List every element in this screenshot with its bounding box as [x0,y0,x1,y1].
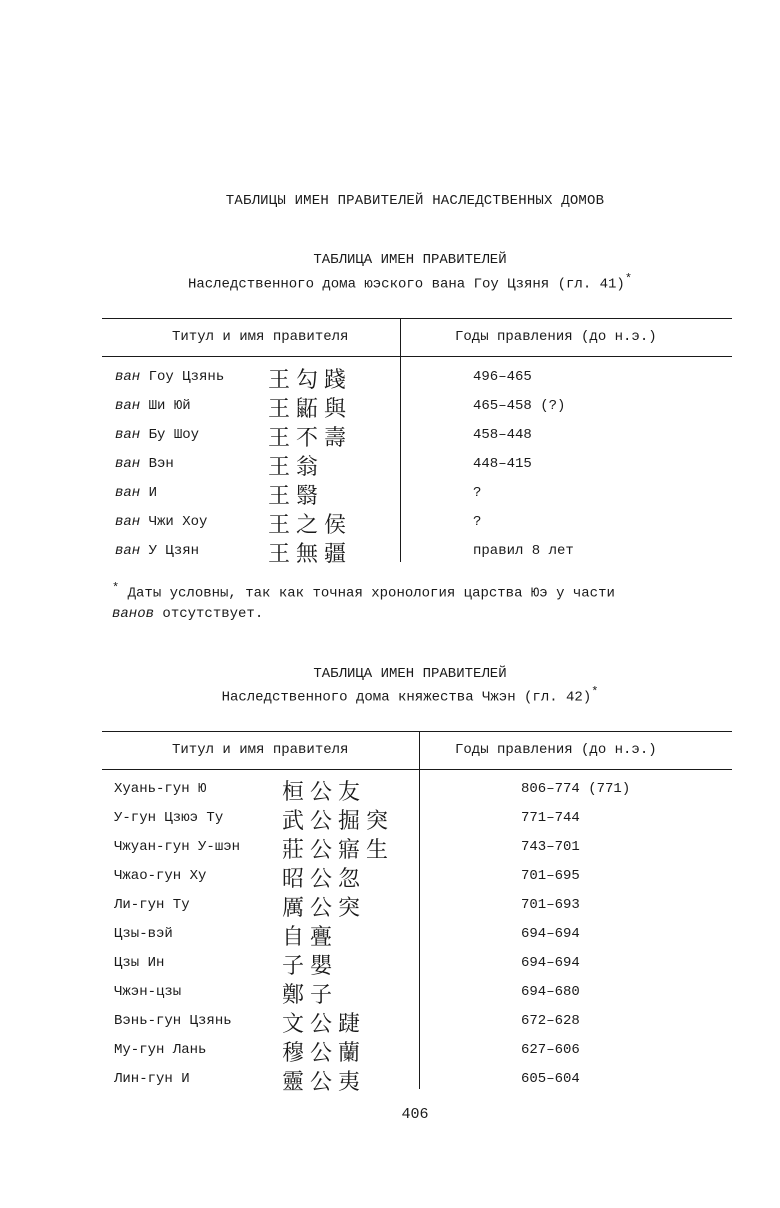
table1-caption: ТАБЛИЦА ИМЕН ПРАВИТЕЛЕЙ [313,252,507,268]
reign-years: 806–774 (771) [521,781,631,797]
ruler-title [115,514,207,530]
ruler-han-name: 子嬰 [282,954,339,979]
ruler-name: И [148,485,158,501]
ruler-name: Чжи Хоу [148,514,208,530]
ruler-han-name: 桓公友 [282,780,367,805]
ruler-han-name: 王鼫與 [268,397,353,422]
ruler-title [115,369,224,385]
ruler-han-name: 王無疆 [268,542,353,567]
ruler-rank: ван [115,543,141,559]
ruler-han-name: 文公踕 [282,1012,367,1037]
ruler-rank: ван [115,427,141,443]
reign-years: правил 8 лет [473,543,574,559]
table1-column-divider [400,318,401,562]
ruler-name: Чжэн-цзы [114,984,182,1000]
footnote-mark: * [591,685,599,699]
reign-years: 627–606 [521,1042,580,1058]
reign-years: 496–465 [473,369,532,385]
reign-years: ? [473,514,482,530]
ruler-title [115,485,157,501]
ruler-rank: ван [115,514,141,530]
ruler-name: Чжао-гун Ху [114,868,207,884]
reign-years: 694–680 [521,984,580,1000]
ruler-title [115,456,174,472]
table1-header-years: Годы правления (до н.э.) [455,329,657,345]
page-title: ТАБЛИЦЫ ИМЕН ПРАВИТЕЛЕЙ НАСЛЕДСТВЕННЫХ ДОМОВ [225,193,605,209]
ruler-han-name: 王之侯 [268,513,353,538]
ruler-name: Цзы Ин [114,955,165,971]
reign-years: 465–458 (?) [473,398,566,414]
ruler-name: Хуань-гун Ю [114,781,207,797]
table1-header-rule [102,356,732,357]
ruler-han-name: 莊公寤生 [282,838,395,863]
ruler-name: У Цзян [148,543,200,559]
ruler-han-name: 厲公突 [282,896,367,921]
table2-header-title: Титул и имя правителя [172,742,349,758]
ruler-name: Ли-гун Ту [114,897,190,913]
ruler-name: Бу Шоу [148,427,200,443]
reign-years: 694–694 [521,955,580,971]
ruler-han-name: 王翳 [268,484,325,509]
table2-subtitle-text: Наследственного дома княжества Чжэн (гл. 42) [221,689,592,706]
ruler-title [115,543,199,559]
reign-years: 448–415 [473,456,532,472]
footnote [112,578,722,624]
footnote-italic-word: ванов [112,605,155,622]
ruler-rank: ван [115,369,141,385]
ruler-name: У-гун Цзюэ Ту [114,810,224,826]
ruler-rank: ван [115,485,141,501]
table2-caption: ТАБЛИЦА ИМЕН ПРАВИТЕЛЕЙ [313,666,507,682]
ruler-han-name: 昭公忽 [282,867,367,892]
ruler-han-name: 王不壽 [268,426,353,451]
table1-header-title: Титул и имя правителя [172,329,349,345]
ruler-title [115,427,199,443]
reign-years: 743–701 [521,839,580,855]
reign-years: 771–744 [521,810,580,826]
ruler-name: Лин-гун И [114,1071,190,1087]
table2-top-rule [102,731,732,732]
footnote-text-a: Даты условны, так как точная хронология царства Юэ у части [127,585,615,602]
reign-years: ? [473,485,482,501]
ruler-name: Ши Юй [148,398,191,414]
table1-subtitle [0,272,780,293]
ruler-han-name: 穆公蘭 [282,1041,367,1066]
reign-years: 672–628 [521,1013,580,1029]
ruler-han-name: 靈公夷 [282,1070,367,1095]
table2-header-years: Годы правления (до н.э.) [455,742,657,758]
ruler-rank: ван [115,398,141,414]
page-number: 406 [401,1106,429,1123]
footnote-mark: * [112,581,120,595]
ruler-title [115,398,191,414]
ruler-name: Вэнь-гун Цзянь [114,1013,232,1029]
reign-years: 458–448 [473,427,532,443]
reign-years: 701–693 [521,897,580,913]
ruler-han-name: 武公掘突 [282,809,395,834]
footnote-text-b: отсутствует. [162,605,264,622]
table2-column-divider [419,731,420,1089]
ruler-han-name: 王勾踐 [268,368,353,393]
ruler-name: Му-гун Лань [114,1042,207,1058]
ruler-name: Вэн [148,456,174,472]
ruler-han-name: 王翁 [268,455,325,480]
reign-years: 694–694 [521,926,580,942]
reign-years: 605–604 [521,1071,580,1087]
table1-subtitle-text: Наследственного дома юэского вана Гоу Цзяня (гл. 41) [187,276,625,293]
table2-header-rule [102,769,732,770]
ruler-name: Чжуан-гун У-шэн [114,839,241,855]
ruler-name: Цзы-вэй [114,926,173,942]
table2-subtitle [0,685,780,706]
ruler-name: Гоу Цзянь [148,369,225,385]
ruler-han-name: 鄭子 [282,983,339,1008]
ruler-han-name: 自亹 [282,925,339,950]
reign-years: 701–695 [521,868,580,884]
footnote-mark: * [624,272,633,286]
table1-top-rule [102,318,732,319]
ruler-rank: ван [115,456,141,472]
